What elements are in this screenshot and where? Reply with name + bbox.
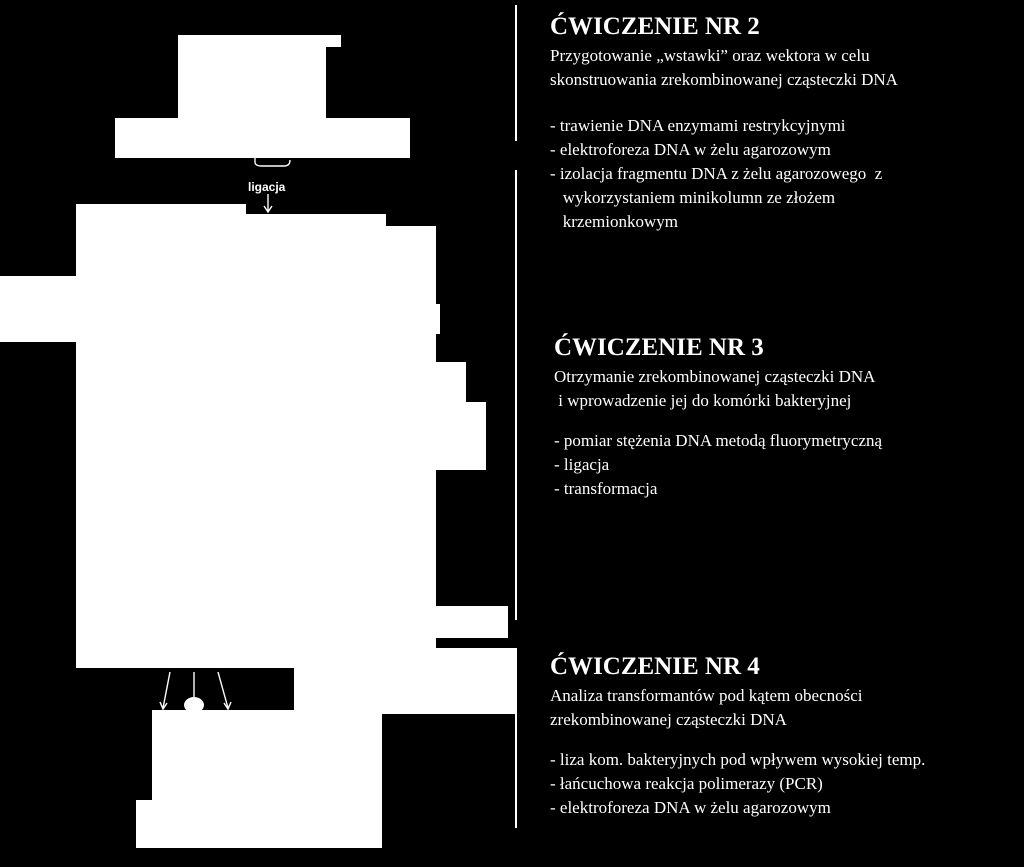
exercise-2-title: ĆWICZENIE NR 2 [550, 13, 760, 40]
transfer-arrow-right [218, 672, 228, 708]
list-item: - izolacja fragmentu DNA z żelu agarozowego z [550, 164, 883, 183]
list-item: krzemionkowym [550, 212, 678, 231]
list-item: - elektroforeza DNA w żelu agarozowym [550, 140, 831, 159]
exercise-3-section [554, 333, 1024, 501]
exercise-4-section [550, 652, 1020, 820]
transfer-arrow-left [163, 672, 170, 708]
exercise-3-description: Otrzymanie zrekombinowanej cząsteczki DNA i wprowadzenie jej do komórki bakteryjnej [554, 367, 876, 410]
list-item: - łańcuchowa reakcja polimerazy (PCR) [550, 774, 823, 793]
list-item: wykorzystaniem minikolumn ze złożem [550, 188, 836, 207]
separator-line-2 [515, 170, 517, 620]
list-item: - ligacja [554, 455, 610, 474]
exercise-2-description: Przygotowanie „wstawki” oraz wektora w celu skonstruowania zrekombinowanej cząsteczki DNA [550, 46, 898, 89]
exercise-3-items [554, 429, 1024, 501]
list-item: - elektroforeza DNA w żelu agarozowym [550, 798, 831, 817]
exercise-4-items [550, 748, 1020, 820]
ligation-brace [255, 158, 290, 166]
exercise-4-description: Analiza transformantów pod kątem obecności zrekombinowanej cząsteczki DNA [550, 686, 863, 729]
list-item: - trawienie DNA enzymami restrykcyjnymi [550, 116, 846, 135]
ligation-label: ligacja [248, 180, 286, 194]
list-item: - liza kom. bakteryjnych pod wpływem wysokiej temp. [550, 750, 926, 769]
list-item: - pomiar stężenia DNA metodą fluorymetryczną [554, 431, 883, 450]
exercise-4-title: ĆWICZENIE NR 4 [550, 653, 760, 680]
exercise-2-section [550, 12, 1020, 234]
separator-line-1 [515, 5, 517, 141]
exercise-3-title: ĆWICZENIE NR 3 [554, 334, 764, 361]
exercise-2-items [550, 114, 1020, 234]
separator-line-3 [515, 648, 517, 828]
list-item: - transformacja [554, 479, 658, 498]
